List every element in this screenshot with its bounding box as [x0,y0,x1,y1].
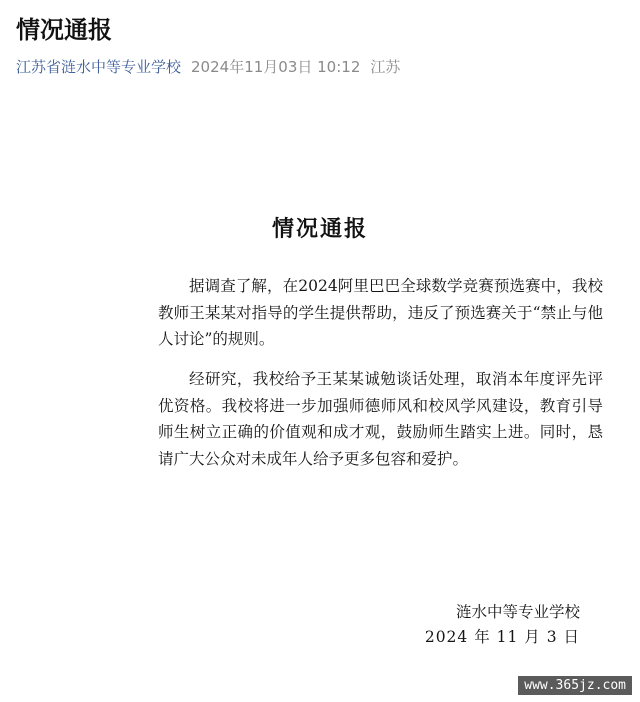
account-name-link[interactable]: 江苏省涟水中等专业学校 [16,58,182,76]
site-watermark: www.365jz.com [518,676,632,695]
page-title: 情况通报 [16,16,112,44]
publish-location: 江苏 [370,58,401,76]
document-paragraph: 经研究，我校给予王某某诚勉谈话处理，取消本年度评先评优资格。我校将进一步加强师德师风和校风学风建设，教育引导师生树立正确的价值观和成才观，鼓励师生踏实上进。同时，恳请广大公众对未成年人给予更多包容和爱护。 [158,370,603,468]
publish-datetime: 2024年11月03日 10:12 [191,58,361,76]
document-title: 情况通报 [271,216,368,242]
document-paragraph: 据调查了解，在2024阿里巴巴全球数学竞赛预选赛中，我校教师王某某对指导的学生提供帮助，违反了预选赛关于“禁止与他人讨论”的规则。 [158,277,603,348]
signature-date: 2024 年 11 月 3 日 [424,628,580,646]
post-meta [16,56,400,77]
signature-organization: 涟水中等专业学校 [455,603,580,621]
